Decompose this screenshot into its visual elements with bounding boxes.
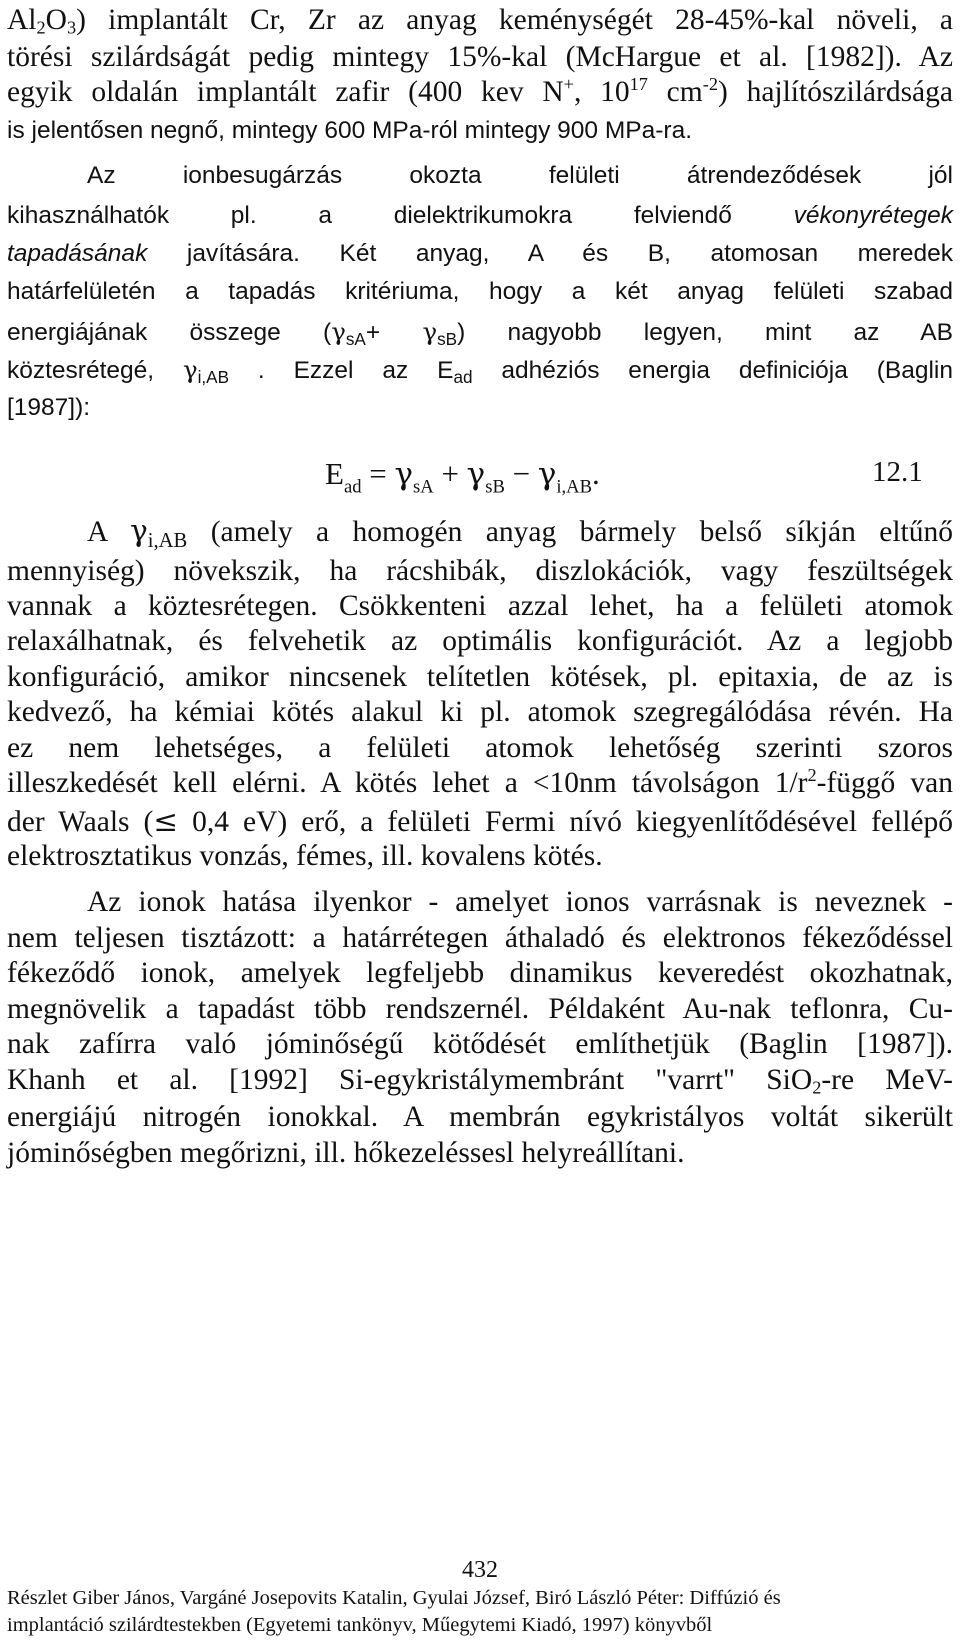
text-line: köztesrétegé, $\gamma_{i,AB}$ . Ezzel az $E_{ad}$ adhéziós energia definiciója (Baglin	[7, 355, 953, 388]
footer-line: Részlet Giber János, Vargáné Josepovits Katalin, Gyulai József, Biró László Péter: Diffúzió és	[7, 1587, 781, 1609]
text-line: Khanh et al. [1992] Si-egykristálymembránt "varrt" SiO$_2$-re MeV-	[7, 1064, 954, 1098]
text-line: tapadásának javítására. Két anyag, A és B, atomosan meredek	[7, 240, 953, 267]
footer-line: implantáció szilárdtestekben (Egyetemi tankönyv, Műegytemi Kiadó, 1997) könyvből	[7, 1614, 713, 1636]
text-line: is jelentősen negnő, mintegy 600 MPa-ról mintegy 900 MPa-ra.	[7, 117, 692, 144]
text-line: törési szilárdságát pedig mintegy 15%-kal (McHargue et al. [1982]). Az	[7, 41, 953, 73]
text-line: konfiguráció, amikor nincsenek telítetlen kötések, pl. epitaxia, de az is	[7, 661, 953, 693]
text-line: fékeződő ionok, amelyek legfeljebb dinamikus keveredést okozhatnak,	[7, 957, 953, 989]
text-line: energiájú nitrogén ionokkal. A membrán egykristályos voltát sikerült	[7, 1101, 953, 1133]
text-line: energiájának összege $(\gamma_{sA}+ \gamma_{sB})$ nagyobb legyen, mint az AB	[7, 317, 953, 350]
text-line: határfelületén a tapadás kritériuma, hogy a két anyag felületi szabad	[7, 278, 953, 305]
text-line: mennyiség) növekszik, ha rácshibák, diszlokációk, vagy feszültségek	[7, 555, 953, 587]
text-line: megnövelik a tapadást több rendszernél. Példaként Au-nak teflonra, Cu-	[7, 993, 953, 1025]
text-line: Az ionbesugárzás okozta felületi átrendeződések jól	[87, 162, 953, 189]
text-line: [1987]):	[7, 394, 91, 421]
text-line: egyik oldalán implantált zafir (400 kev N+, $10^{17}$ $cm^{-2}$) hajlítószilárdsága	[7, 74, 953, 108]
equation-number: 12.1	[872, 456, 923, 488]
text-line: relaxálhatnak, és felvehetik az optimális konfigurációt. Az a legjobb	[7, 625, 953, 657]
text-line: ez nem lehetséges, a felületi atomok lehetőség szerinti szoros	[7, 732, 953, 764]
text-line: nem teljesen tisztázott: a határrétegen áthaladó és elektronos fékeződéssel	[7, 922, 953, 954]
text-line: illeszkedését kell elérni. A kötés lehet a <10nm távolságon $1/r^2$-függő van	[7, 765, 953, 799]
page-number: 432	[462, 1557, 498, 1583]
equation: $E_{ad} = \gamma_{sA} + \gamma_{sB} - \gamma_{i,AB}$.	[325, 456, 600, 498]
text-line: nak zafírra való jóminőségű kötődését említhetjük (Baglin [1987]).	[7, 1028, 953, 1060]
text-line: vannak a köztesrétegen. Csökkenteni azzal lehet, ha a felületi atomok	[7, 590, 953, 622]
text-line: A $\gamma_{i,AB}$ (amely a homogén anyag bármely belső síkján eltűnő	[87, 514, 953, 553]
text-line: elektrosztatikus vonzás, fémes, ill. kovalens kötés.	[7, 840, 603, 872]
text-line: $Al_2O_3$) implantált Cr, Zr az anyag keménységét 28-45%-kal növeli, a	[7, 4, 953, 38]
text-line: der Waals (≤ 0,4 eV) erő, a felületi Fermi nívó kiegyenlítődésével fellépő	[7, 804, 953, 838]
text-line: kihasználhatók pl. a dielektrikumokra felviendő vékonyrétegek	[7, 202, 953, 229]
text-line: Az ionok hatása ilyenkor - amelyet ionos varrásnak is neveznek -	[87, 886, 953, 918]
text-line: kedvező, ha kémiai kötés alakul ki pl. atomok szegregálódása révén. Ha	[7, 696, 953, 728]
text-line: jóminőségben megőrizni, ill. hőkezeléssesl helyreállítani.	[7, 1137, 685, 1169]
